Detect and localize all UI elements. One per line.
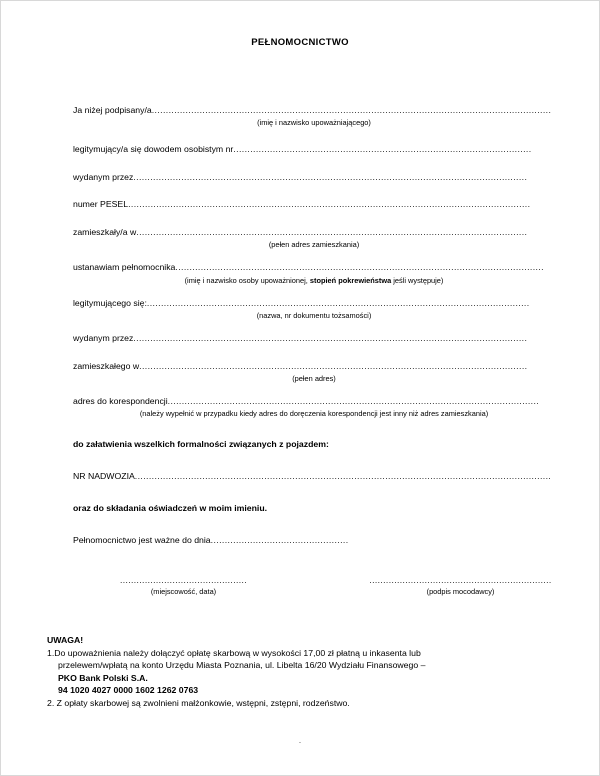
spacer xyxy=(73,127,555,144)
spacer xyxy=(73,514,555,535)
signature-block-principal xyxy=(368,575,553,596)
field-label-attorney-issued-by: wydanym przez xyxy=(73,333,134,344)
spacer xyxy=(73,285,555,298)
spacer xyxy=(73,344,555,361)
field-dots-pesel[interactable]: ............................................................................................................................................... xyxy=(128,199,531,210)
field-caption-residence: (pełen adres zamieszkania) xyxy=(268,240,360,250)
field-label-id-number: legitymujący/a się dowodem osobistym nr xyxy=(73,144,234,155)
field-dots-signatory[interactable]: .............................................................................................................................................. xyxy=(151,105,552,115)
field-dots-validity[interactable]: ................................................. xyxy=(210,534,349,545)
signature-line-place-date[interactable]: .............................................. xyxy=(119,575,248,585)
field-caption-attorney-part1: (imię i nazwisko osoby upoważnionej, xyxy=(184,275,310,285)
signature-caption-principal: (podpis mocodawcy) xyxy=(426,587,495,596)
field-label-validity: Pełnomocnictwo jest ważne do dnia xyxy=(73,534,211,545)
spacer xyxy=(73,450,555,471)
purpose-line: do załatwienia wszelkich formalności związanych z pojazdem: xyxy=(73,439,329,450)
field-dots-attorney-id[interactable]: ........................................................................................................................................ xyxy=(146,297,530,308)
field-row-attorney-id xyxy=(73,298,555,308)
field-caption-attorney xyxy=(73,276,555,285)
field-caption-attorney-id: (nazwa, nr dokumentu tożsamości) xyxy=(256,311,372,321)
field-row-issued-by xyxy=(73,172,555,182)
field-label-signatory: Ja niżej podpisany/a xyxy=(73,105,152,115)
notes-bank-name: PKO Bank Polski S.A. xyxy=(58,672,148,683)
field-row-attorney xyxy=(73,262,555,272)
notes-line-1: 1.Do upoważnienia należy dołączyć opłatę skarbową w wysokości 17,00 zł płatną u inkasenta lub xyxy=(47,647,421,658)
notes-line-2: przelewem/wpłatą na konto Urzędu Miasta Poznania, ul. Libelta 16/20 Wydziału Finansowego – xyxy=(58,660,426,671)
field-caption-correspondence: (należy wypełnić w przypadku kiedy adres do doręczenia korespondencji jest inny niż adres zamieszkania) xyxy=(139,409,489,419)
field-dots-id-number[interactable]: .......................................................................................................... xyxy=(233,144,532,155)
notes-heading: UWAGA! xyxy=(47,635,84,645)
spacer xyxy=(73,155,555,172)
spacer xyxy=(73,383,555,396)
field-caption-signatory: (imię i nazwisko upoważniającego) xyxy=(257,118,371,128)
spacer xyxy=(73,320,555,333)
notes-line-3: 2. Z opłaty skarbowej są zwolnieni małżonkowie, wstępni, zstępni, rodzeństwo. xyxy=(47,698,350,709)
signature-caption-place-date: (miejscowość, data) xyxy=(150,587,217,596)
field-row-attorney-residence xyxy=(73,361,555,371)
field-label-pesel: numer PESEL xyxy=(73,199,129,210)
spacer xyxy=(73,418,555,439)
footer-mark: . xyxy=(298,735,302,745)
field-dots-attorney-residence[interactable]: .......................................................................................................................................... xyxy=(139,360,528,371)
field-label-attorney: ustanawiam pełnomocnika xyxy=(73,262,176,273)
field-caption-attorney-bold: stopień pokrewieństwa xyxy=(309,275,392,285)
field-row-id-number xyxy=(73,144,555,154)
field-dots-attorney-issued-by[interactable]: ............................................................................................................................................ xyxy=(133,333,528,344)
page-title: PEŁNOMOCNICTWO xyxy=(251,37,349,48)
notes-section xyxy=(1,634,599,710)
field-row-attorney-issued-by xyxy=(73,333,555,343)
field-row-signatory xyxy=(73,105,555,115)
signature-block-place-date xyxy=(91,575,276,596)
field-caption-attorney-residence: (pełen adres) xyxy=(292,373,336,383)
signature-line-principal[interactable]: .................................................................. xyxy=(369,575,552,585)
field-row-vin xyxy=(73,471,555,481)
field-dots-issued-by[interactable]: ............................................................................................................................................ xyxy=(133,171,528,182)
field-row-pesel xyxy=(73,199,555,209)
spacer xyxy=(73,182,555,199)
spacer xyxy=(73,92,555,105)
form-body xyxy=(1,92,599,545)
field-label-correspondence: adres do korespondencji xyxy=(73,395,168,406)
field-row-validity xyxy=(73,535,555,545)
field-caption-attorney-part2: jeśli występuje) xyxy=(391,275,444,285)
field-row-correspondence xyxy=(73,396,555,406)
statement-line: oraz do składania oświadczeń w moim imieniu. xyxy=(73,502,268,513)
field-label-residence: zamieszkały/a w xyxy=(73,226,137,237)
field-dots-residence[interactable]: ........................................................................................................................................... xyxy=(136,226,528,237)
spacer xyxy=(73,482,555,503)
signature-area xyxy=(1,575,599,596)
spacer xyxy=(73,210,555,227)
field-dots-vin[interactable]: .................................................................................................................................................... xyxy=(134,471,552,482)
spacer xyxy=(73,249,555,262)
notes-account-number: 94 1020 4027 0000 1602 1262 0763 xyxy=(58,685,199,696)
field-row-residence xyxy=(73,227,555,237)
field-label-attorney-residence: zamieszkałego w xyxy=(73,360,140,371)
field-dots-attorney[interactable]: ................................................................................................................................... xyxy=(175,262,544,273)
field-label-attorney-id: legitymującego się: xyxy=(73,297,147,308)
field-label-vin: NR NADWOZIA xyxy=(73,471,135,482)
field-label-issued-by: wydanym przez xyxy=(73,171,134,182)
field-dots-correspondence[interactable]: .................................................................................................................................... xyxy=(167,395,540,406)
